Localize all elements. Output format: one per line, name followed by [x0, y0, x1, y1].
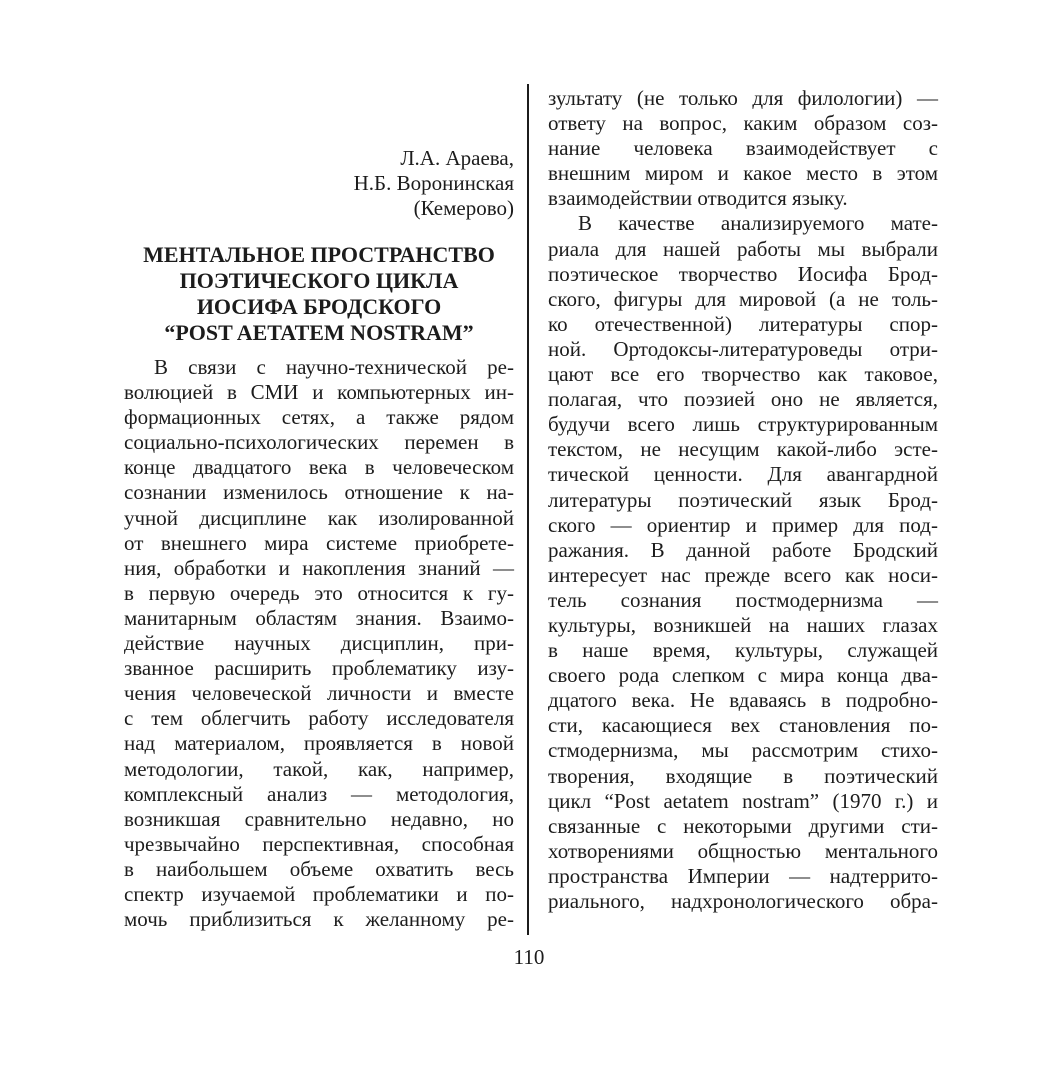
- right-column: [548, 86, 938, 914]
- text-line: формационных сетях, а также рядом: [124, 405, 514, 430]
- text-line: ражания. В данной работе Бродский: [548, 537, 938, 562]
- text-line: риального, надхронологического обра-: [548, 889, 938, 913]
- text-line: полагая, что поэзией оно не является,: [548, 387, 938, 412]
- text-line: дцатого века. Не вдаваясь в подробно-: [548, 688, 938, 713]
- text-line: зультату (не только для филологии) —: [548, 86, 938, 110]
- article-title-line: МЕНТАЛЬНОЕ ПРОСТРАНСТВО: [143, 242, 495, 267]
- text-line: ответу на вопрос, каким образом соз-: [548, 111, 938, 136]
- text-line: над материалом, проявляется в новой: [124, 731, 514, 756]
- text-line: своего рода слепком с мира конца два-: [548, 663, 938, 688]
- text-line: риала для нашей работы мы выбрали: [548, 236, 938, 261]
- text-line: методологии, такой, как, например,: [124, 756, 514, 781]
- text-line: цают все его творчество как таковое,: [548, 362, 938, 387]
- text-line: ной. Ортодоксы-литературоведы отри-: [548, 336, 938, 361]
- text-line: в первую очередь это относится к гу-: [124, 580, 514, 605]
- article-title: [124, 242, 514, 346]
- text-line: сти, касающиеся вех становления по-: [548, 713, 938, 738]
- text-line: цикл “Post aetatem nostram” (1970 г.) и: [548, 788, 938, 813]
- text-line: будучи всего лишь структурированным: [548, 412, 938, 437]
- text-line: спектр изучаемой проблематики и по-: [124, 881, 514, 906]
- text-line: ния, обработки и накопления знаний —: [124, 555, 514, 580]
- article-title-line: ПОЭТИЧЕСКОГО ЦИКЛА: [179, 268, 459, 293]
- text-line: тель сознания постмодернизма —: [548, 587, 938, 612]
- text-line: В качестве анализируемого мате-: [578, 211, 938, 236]
- text-line: В связи с научно-технической ре-: [154, 355, 514, 379]
- text-line: стмодернизма, мы рассмотрим стихо-: [548, 738, 938, 763]
- text-line: с тем облегчить работу исследователя: [124, 706, 514, 731]
- text-line: тической ценности. Для авангардной: [548, 462, 938, 487]
- left-column: [124, 146, 514, 932]
- author-line: Н.Б. Воронинская: [353, 171, 514, 195]
- text-line: хотворениями общностью ментального: [548, 838, 938, 863]
- author-line: (Кемерово): [413, 196, 514, 220]
- text-line: культуры, возникшей на наших глазах: [548, 612, 938, 637]
- text-line: конце двадцатого века в человеческом: [124, 455, 514, 480]
- text-line: ского — ориентир и пример для под-: [548, 512, 938, 537]
- text-line: текстом, не несущим какой-либо эсте-: [548, 437, 938, 462]
- text-line: взаимодействии отводится языку.: [548, 186, 848, 211]
- text-line: действие научных дисциплин, при-: [124, 631, 514, 656]
- article-title-line: “POST AETATEM NOSTRAM”: [164, 320, 474, 345]
- text-line: ко отечественной) литературы спор-: [548, 311, 938, 336]
- right-column-text: [548, 86, 938, 914]
- left-column-text: [124, 355, 514, 932]
- text-line: учной дисциплине как изолированной: [124, 505, 514, 530]
- text-line: внешним миром и какое место в этом: [548, 161, 938, 186]
- text-line: манитарным областям знания. Взаимо-: [124, 605, 514, 630]
- text-line: интересует нас прежде всего как носи-: [548, 562, 938, 587]
- authors-block: [124, 146, 514, 221]
- text-line: творения, входящие в поэтический: [548, 763, 938, 788]
- text-line: от внешнего мира системе приобрете-: [124, 530, 514, 555]
- text-line: мочь приблизиться к желанному ре-: [124, 907, 514, 932]
- text-line: пространства Империи — надтеррито-: [548, 863, 938, 888]
- text-line: нание человека взаимодействует с: [548, 136, 938, 161]
- text-line: поэтическое творчество Иосифа Брод-: [548, 261, 938, 286]
- text-line: чения человеческой личности и вместе: [124, 681, 514, 706]
- text-line: комплексный анализ — методология,: [124, 781, 514, 806]
- article-title-line: ИОСИФА БРОДСКОГО: [196, 294, 442, 319]
- text-line: связанные с некоторыми другими сти-: [548, 813, 938, 838]
- text-line: ского, фигуры для мировой (а не толь-: [548, 286, 938, 311]
- page-number: 110: [513, 945, 545, 969]
- text-line: возникшая сравнительно недавно, но: [124, 806, 514, 831]
- text-line: чрезвычайно перспективная, способная: [124, 831, 514, 856]
- text-line: социально-психологических перемен в: [124, 430, 514, 455]
- text-line: волюцией в СМИ и компьютерных ин-: [124, 380, 514, 405]
- text-line: в наибольшем объеме охватить весь: [124, 856, 514, 881]
- text-line: званное расширить проблематику изу-: [124, 656, 514, 681]
- text-line: сознании изменилось отношение к на-: [124, 480, 514, 505]
- text-line: в наше время, культуры, служащей: [548, 638, 938, 663]
- author-line: Л.А. Араева,: [400, 146, 514, 170]
- text-line: литературы поэтический язык Брод-: [548, 487, 938, 512]
- column-divider: [527, 84, 529, 935]
